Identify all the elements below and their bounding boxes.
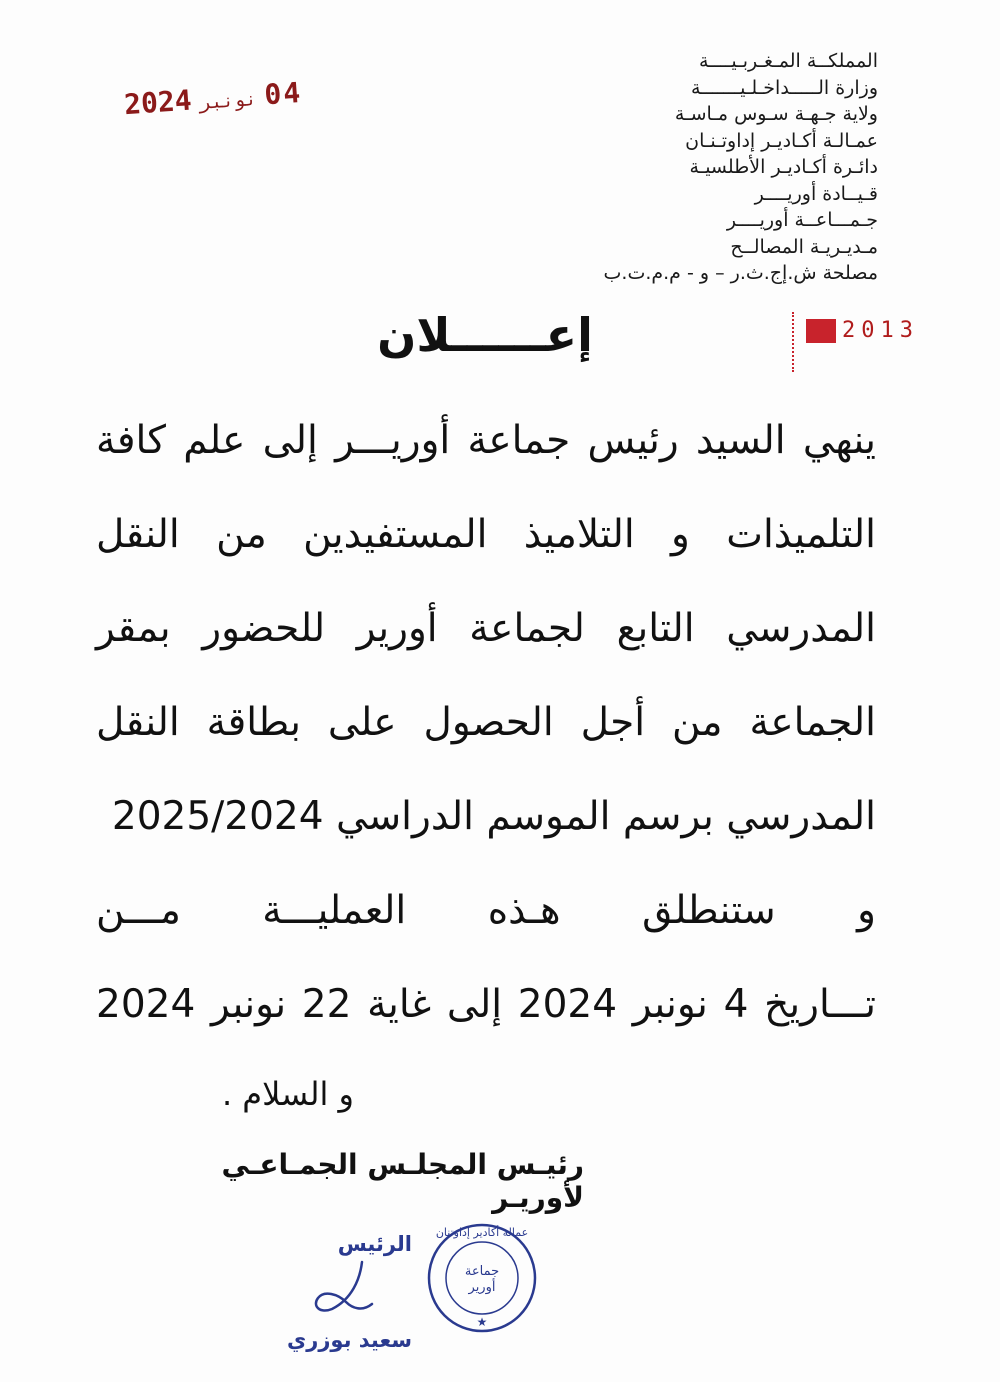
letterhead-line: مـديـريـة المصالــح xyxy=(730,235,878,258)
letterhead-line: مصلحة ش.إج.ث.ر – و - م.م.ت.ب xyxy=(603,262,878,284)
letterhead xyxy=(548,48,878,287)
svg-text:★: ★ xyxy=(476,1315,488,1329)
stamp-redacted-block xyxy=(806,319,836,343)
announcement-body xyxy=(96,394,876,1052)
signer-title: رئيـس المجلـس الجمـاعـي لأوريـر xyxy=(221,1148,584,1214)
page-title: إعــــــلان xyxy=(377,308,593,362)
seal-center-line: جماعة xyxy=(464,1264,500,1279)
date-stamp-year: 2024 xyxy=(123,83,193,122)
signature xyxy=(272,1232,412,1352)
stamp-border-mark xyxy=(792,312,796,372)
letterhead-line: المملكــة المـغـربـيــــة xyxy=(698,50,878,72)
letterhead-line: دائـرة أكـاديـر الأطلسيـة xyxy=(689,156,878,178)
seal-center-text xyxy=(426,1264,538,1296)
letterhead-line: عمـالـة أكـاديـر إداوتـنـان xyxy=(685,129,878,152)
letterhead-line: قـيــادة أوريــــر xyxy=(754,182,878,205)
body-line: و ستنطلق هـذه العمليـــة مـــن xyxy=(96,888,876,933)
letterhead-line: ولاية جـهـة سـوس مـاسـة xyxy=(674,103,878,125)
signature-name: سعيد بوزري xyxy=(287,1328,412,1352)
date-stamp-month: نونبر xyxy=(198,87,258,114)
body-line: المدرسي برسم الموسم الدراسي 2025/2024 xyxy=(111,794,876,839)
reference-number: 2013 xyxy=(842,318,919,343)
body-line: المدرسي التابع لجماعة أورير للحضور بمقر xyxy=(96,606,876,651)
closing-text: و السلام . xyxy=(221,1075,354,1113)
signature-role: الرئيس xyxy=(337,1232,412,1256)
date-stamp xyxy=(123,76,303,121)
letterhead-line: جـمـــاعــة أوريــــر xyxy=(726,209,878,231)
official-seal xyxy=(426,1222,538,1334)
body-line: تـــاريخ 4 نونبر 2024 إلى غاية 22 نونبر 2024 xyxy=(96,982,876,1027)
letterhead-line: وزارة الـــــداخـلـيـــــــة xyxy=(690,76,878,99)
body-line: التلميذات و التلاميذ المستفيدين من النقل xyxy=(96,512,876,557)
date-stamp-day: 04 xyxy=(263,75,304,112)
body-line: ينهي السيد رئيس جماعة أوريـــر إلى علم كافة xyxy=(96,418,876,463)
signature-scribble-icon xyxy=(302,1254,382,1324)
seal-center-line: أورير xyxy=(468,1280,496,1295)
seal-ring-text: عمالة أكادير إداوتنان xyxy=(435,1226,529,1239)
reference-number-stamp xyxy=(792,318,919,343)
body-line: الجماعة من أجل الحصول على بطاقة النقل xyxy=(96,700,876,745)
